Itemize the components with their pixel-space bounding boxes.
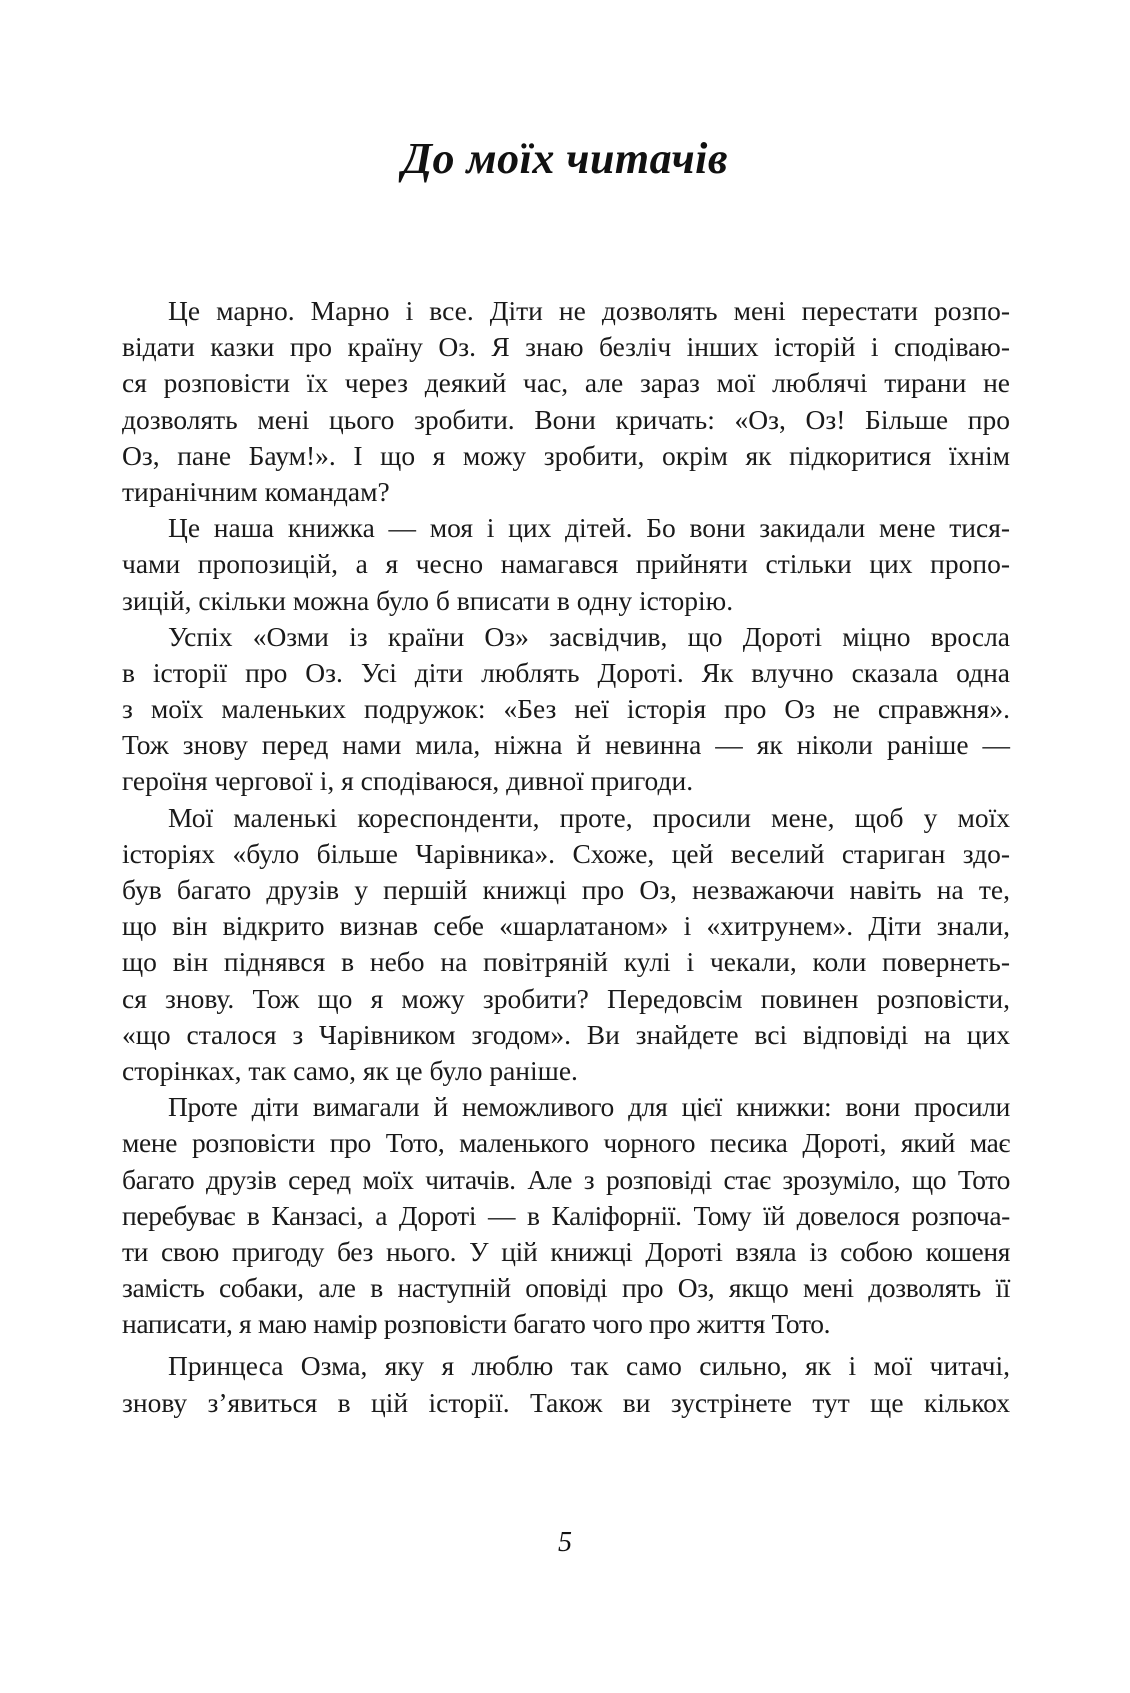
text-line: Це наша книжка — моя і цих дітей. Бо вони закидали мене тися- — [168, 512, 1010, 544]
paragraph-5 — [122, 1089, 1010, 1342]
text-line: ся розповісти їх через деякий час, але зараз мої люблячі тирани не — [122, 367, 1010, 399]
text-line: зицій, скільки можна було б вписати в одну історію. — [122, 584, 734, 616]
text-line: з моїх маленьких подружок: «Без неї історія про Оз не справжня». — [122, 693, 1010, 725]
text-line: чами пропозицій, а я чесно намагався прийняти стільки цих пропо- — [122, 548, 1010, 580]
text-line: тиранічним командам? — [122, 475, 390, 507]
paragraph-4 — [122, 800, 1010, 1090]
page-title: До моїх читачів — [401, 134, 729, 184]
text-line: мене розповісти про Тото, маленького чорного песика Дороті, який має — [122, 1127, 1010, 1159]
text-line: написати, я маю намір розповісти багато чого про життя Тото. — [122, 1308, 831, 1340]
paragraph-3 — [122, 619, 1010, 800]
paragraph-1 — [122, 293, 1010, 510]
text-line: героїня чергової і, я сподіваюся, дивної пригоди. — [122, 765, 694, 797]
body-text — [122, 293, 1010, 1421]
text-line: дозволять мені цього зробити. Вони кричать: «Оз, Оз! Більше про — [122, 403, 1010, 435]
text-line: ся знову. Тож що я можу зробити? Передовсім повинен розповісти, — [122, 982, 1010, 1014]
paragraph-2 — [122, 510, 1010, 619]
text-line: історіях «було більше Чарівника». Схоже, цей веселий стариган здо- — [122, 837, 1010, 869]
text-line: що він відкрито визнав себе «шарлатаном» і «хитрунем». Діти знали, — [122, 910, 1010, 942]
text-line: «що сталося з Чарівником згодом». Ви знайдете всі відповіді на цих — [122, 1018, 1010, 1050]
text-line: Успіх «Озми із країни Оз» засвідчив, що Дороті міцно вросла — [168, 620, 1010, 652]
text-line: знову з’явиться в цій історії. Також ви зустрінете тут ще кількох — [122, 1386, 1010, 1418]
text-line: Мої маленькі кореспонденти, проте, просили мене, щоб у моїх — [168, 801, 1010, 833]
text-line: Оз, пане Баум!». І що я можу зробити, окрім як підкоритися їхнім — [122, 439, 1010, 471]
text-line: перебуває в Канзасі, а Дороті — в Каліфорнії. Тому їй довелося розпоча- — [122, 1199, 1010, 1231]
text-line: Проте діти вимагали й неможливого для цієї книжки: вони просили — [168, 1091, 1010, 1123]
text-line: сторінках, так само, як це було раніше. — [122, 1054, 578, 1086]
text-line: був багато друзів у першій книжці про Оз, незважаючи навіть на те, — [122, 874, 1010, 905]
text-line: багато друзів серед моїх читачів. Але з розповіді стає зрозуміло, що Тото — [122, 1163, 1010, 1195]
paragraph-6 — [122, 1348, 1010, 1420]
text-line: що він піднявся в небо на повітряній кулі і чекали, коли повернеть- — [122, 946, 1010, 978]
text-line: Тож знову перед нами мила, ніжна й невинна — як ніколи раніше — — [122, 729, 1010, 761]
text-line: ти свою пригоду без нього. У цій книжці Дороті взяла із собою кошеня — [122, 1235, 1010, 1267]
page-number: 5 — [558, 1527, 572, 1558]
text-line: Принцеса Озма, яку я люблю так само сильно, як і мої читачі, — [168, 1350, 1010, 1382]
text-line: відати казки про країну Оз. Я знаю безліч інших історій і сподіваю- — [122, 331, 1010, 363]
text-line: в історії про Оз. Усі діти люблять Дороті. Як влучно сказала одна — [122, 656, 1010, 688]
text-line: Це марно. Марно і все. Діти не дозволять мені перестати розпо- — [168, 295, 1010, 326]
text-line: замість собаки, але в наступній оповіді про Оз, якщо мені дозволять її — [122, 1272, 1010, 1304]
